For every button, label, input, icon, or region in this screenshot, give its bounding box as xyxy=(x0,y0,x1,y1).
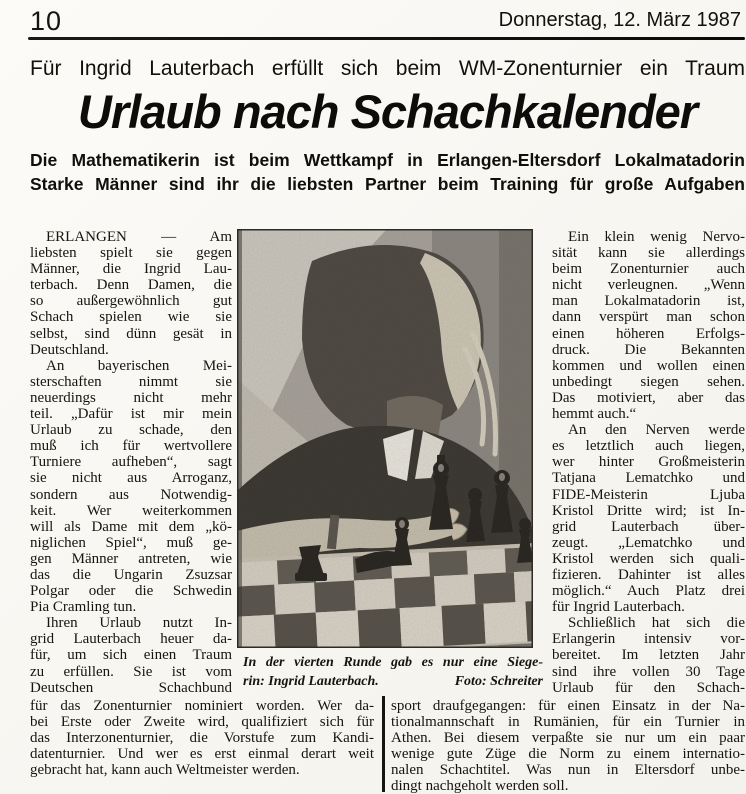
body-text-line: druck. Die Bekannten xyxy=(552,341,745,358)
body-text-line: grid Lauterbach heuer da- xyxy=(30,631,232,648)
body-text-line: Deutschen Schachbund xyxy=(30,679,232,696)
body-text-line: grid Lauterbach über- xyxy=(552,518,745,535)
subhead xyxy=(30,148,745,196)
body-text-line: fizieren. Dahinter ist alles xyxy=(552,566,745,583)
body-text-line: Schließlich hat sich die xyxy=(568,615,745,632)
body-text-line: will als Dame mit dem „kö- xyxy=(30,518,232,535)
page-number: 10 xyxy=(30,6,63,36)
body-text-line: Pia Cramling tun. xyxy=(30,599,137,616)
body-text-line: für, um sich einen Traum xyxy=(30,647,232,664)
body-text-line: dingt nachgeholt werden soll. xyxy=(391,777,569,794)
photo-caption xyxy=(243,653,543,691)
caption-line-2 xyxy=(243,672,543,691)
kicker: Für Ingrid Lauterbach erfüllt sich beim WM-Zonenturnier ein Traum xyxy=(30,57,745,80)
body-text-line: hemmt auch.“ xyxy=(552,406,637,423)
body-text-line: sie nicht aus Arroganz, xyxy=(30,470,232,487)
body-text-line: Ein klein wenig Nervo- xyxy=(568,229,745,245)
body-text-line: sität kann sie allerdings xyxy=(552,245,745,262)
body-text-line: kommen und wollen einen xyxy=(552,357,745,374)
body-text-line: so außergewöhnlich gut xyxy=(30,293,232,310)
date-label: Donnerstag, 12. März 1987 xyxy=(498,9,741,31)
bottom-left-column xyxy=(30,699,374,779)
body-text-line: Erlangerin intensiv vor- xyxy=(552,631,745,648)
body-text-line: selbst, sind dünn gesät in xyxy=(30,325,232,342)
article-photo xyxy=(237,229,533,648)
body-text-line: Deutschland. xyxy=(30,341,109,358)
body-text-line: An den Nerven werde xyxy=(568,422,745,439)
body-text-line: Tatjana Lematchko und xyxy=(552,470,745,487)
body-text-line: gen Männer antreten, wie xyxy=(30,550,232,567)
body-text-line: nicht verleugnen. „Wenn xyxy=(552,277,745,294)
body-text-line: sind ihre vollen 30 Tage xyxy=(552,663,745,680)
body-text-line: wenige gute Züge die Norm zu einem internatio- xyxy=(391,745,745,762)
body-text-line: das Interzonenturnier, die Vorstufe zum Kandi- xyxy=(30,729,374,746)
body-text-line: zu erfüllen. Sie ist vom xyxy=(30,663,232,680)
body-text-line: unbedingt siegen sehen. xyxy=(552,373,745,390)
subhead-line-1: Die Mathematikerin ist beim Wettkampf in Erlangen-Eltersdorf Lokalmatadorin xyxy=(30,150,745,170)
body-text-line: teil. „Dafür ist mir mein xyxy=(30,406,232,423)
body-text-line: ERLANGEN — Am xyxy=(46,229,232,245)
bottom-right-column xyxy=(391,699,745,794)
body-text-line: An bayerischen Mei- xyxy=(46,357,232,374)
body-text-line: Turniere aufheben“, sagt xyxy=(30,454,232,471)
body-text-line: Kristol Dritte wird; ist In- xyxy=(552,502,745,519)
body-text-line: terbach. Denn Damen, die xyxy=(30,277,232,294)
body-text-line: das die Ungarin Zsuzsar xyxy=(30,566,232,583)
body-text-line: für das Zonenturnier nominiert worden. Wer da- xyxy=(30,698,374,714)
body-text-line: FIDE-Meisterin Ljuba xyxy=(552,486,745,503)
body-text-line: Urlaub für den Schach- xyxy=(552,679,745,696)
right-column xyxy=(552,229,745,696)
body-text-line: einen höheren Erfolgs- xyxy=(552,325,745,342)
body-text-line: sterschaften nimmt sie xyxy=(30,373,232,390)
body-text-line: bereitet. Im letzten Jahr xyxy=(552,647,745,664)
body-text-line: Kristol werden sich quali- xyxy=(552,550,745,567)
body-text-line: Ihren Urlaub nutzt In- xyxy=(46,615,232,632)
body-text-line: sport draufgegangen: für einen Einsatz in der Na- xyxy=(391,698,745,714)
body-text-line: liebsten spielt sie gegen xyxy=(30,245,232,262)
body-text-line: nalen Schachtitel. Was nun in Eltersdorf unbe- xyxy=(391,761,745,778)
body-text-line: Polgar oder die Schwedin xyxy=(30,583,232,600)
body-text-line: neuerdings nicht mehr xyxy=(30,389,232,406)
headline: Urlaub nach Schachkalender xyxy=(77,85,698,138)
body-text-line: datenturnier. Und wer es erst einmal derart weit xyxy=(30,745,374,762)
body-text-line: wer hinter Großmeisterin xyxy=(552,454,745,471)
body-text-line: muß ich für wertvollere xyxy=(30,438,232,455)
body-text-line: Männer, die Ingrid Lau- xyxy=(30,261,232,278)
body-text-line: bei Erste oder Zweite wird, qualifiziert sich für xyxy=(30,713,374,730)
body-text-line: möglich.“ Auch Platz drei xyxy=(552,583,745,600)
caption-text: rin: Ingrid Lauterbach. xyxy=(243,674,379,689)
body-text-line: zeugt. „Lematchko und xyxy=(552,534,745,551)
subhead-line-2: Starke Männer sind ihr die liebsten Partner beim Training für große Aufgaben xyxy=(30,174,745,194)
body-text-line: dann verspürt man schon xyxy=(552,309,745,326)
column-divider xyxy=(382,696,385,792)
body-text-line: gebracht hat, kann auch Weltmeister werden. xyxy=(30,761,300,778)
body-text-line: beim Zonenturnier auch xyxy=(552,261,745,278)
header-rule xyxy=(28,37,745,40)
body-text-line: tionalmannschaft in Rumänien, für ein Turnier in xyxy=(391,713,745,730)
body-text-line: Athen. Bei diesem verpaßte sie nur um ein paar xyxy=(391,729,745,746)
body-text-line: es letztlich auch liegen, xyxy=(552,438,745,455)
body-text-line: Urlaub zu schade, den xyxy=(30,422,232,439)
body-text-line: Schach spielen wie sie xyxy=(30,309,232,326)
body-text-line: Das motiviert, aber das xyxy=(552,389,745,406)
photo-credit: Foto: Schreiter xyxy=(454,674,543,689)
body-text-line: sondern aus Notwendig- xyxy=(30,486,232,503)
body-text-line: keit. Wer weiterkommen xyxy=(30,502,232,519)
body-text-line: man Lokalmatadorin ist, xyxy=(552,293,745,310)
body-text-line: für Ingrid Lauterbach. xyxy=(552,599,685,616)
body-text-line: niglichen Spiel“, muß ge- xyxy=(30,534,232,551)
caption-line-1: In der vierten Runde gab es nur eine Siege- xyxy=(243,655,543,670)
left-column xyxy=(30,229,232,696)
chess-photo-illustration xyxy=(237,229,533,648)
